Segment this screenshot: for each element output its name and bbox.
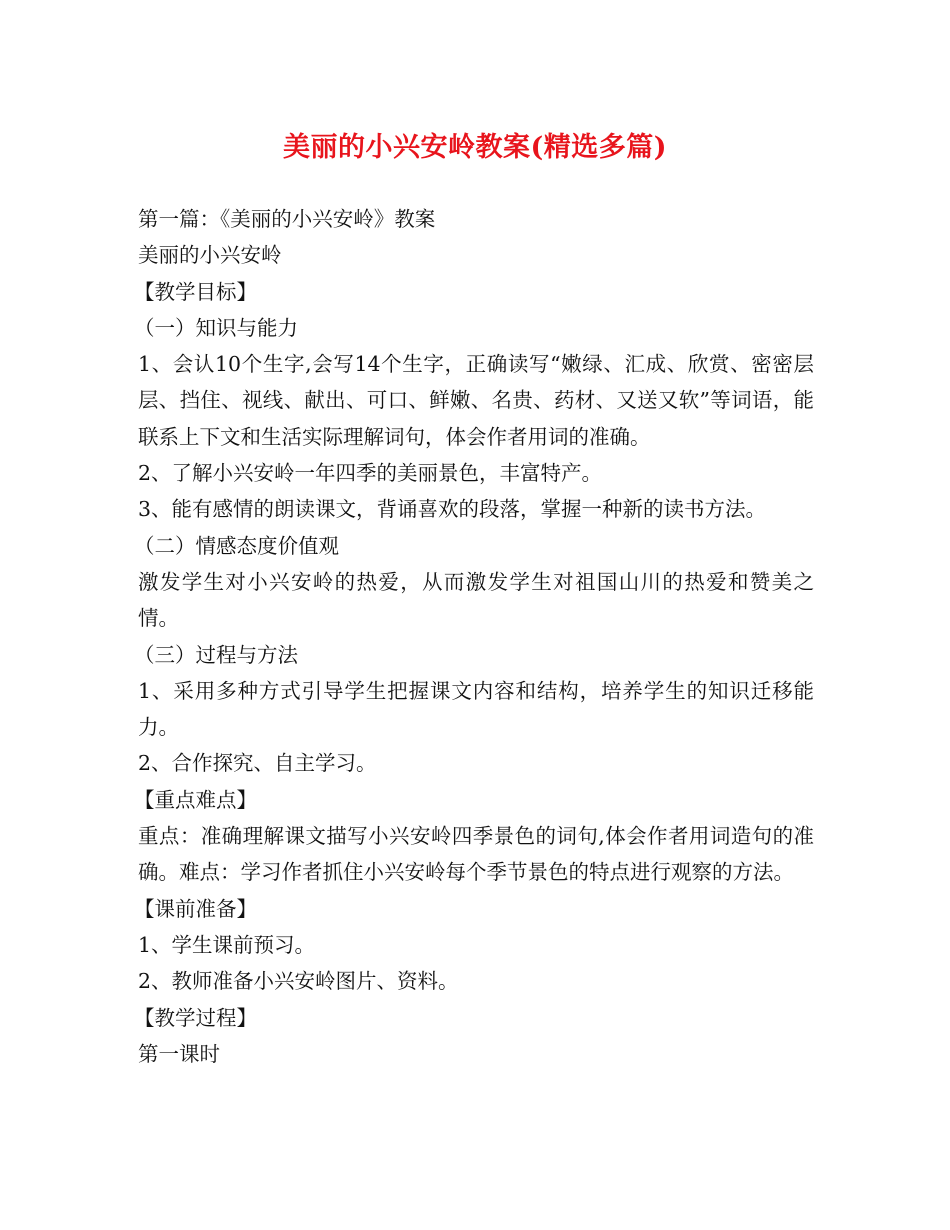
preparation-item-1: 1、学生课前预习。 bbox=[138, 932, 316, 957]
subheading-process-methods: （三）过程与方法 bbox=[134, 642, 298, 667]
objective-item-3: 3、能有感情的朗读课文，背诵喜欢的段落，掌握一种新的读书方法。 bbox=[138, 497, 767, 522]
document-body bbox=[134, 201, 814, 1072]
key-difficult-points-text: 重点：准确理解课文描写小兴安岭四季景色的词句,体会作者用词造句的准确。难点：学习作者抓住小兴安岭每个季节景色的特点进行观察的方法。 bbox=[138, 824, 814, 885]
process-item-1: 1、采用多种方式引导学生把握课文内容和结构，培养学生的知识迁移能力。 bbox=[138, 678, 814, 740]
emotion-values-text: 激发学生对小兴安岭的热爱，从而激发学生对祖国山川的热爱和赞美之情。 bbox=[138, 569, 814, 631]
first-lesson-label: 第一课时 bbox=[138, 1041, 220, 1066]
heading-teaching-objectives: 【教学目标】 bbox=[134, 279, 257, 304]
document-title: 美丽的小兴安岭教案(精选多篇) bbox=[282, 132, 668, 163]
subheading-emotion-values: （二）情感态度价值观 bbox=[134, 533, 339, 558]
section-heading-part-one: 第一篇：《美丽的小兴安岭》教案 bbox=[138, 207, 436, 231]
objective-item-2: 2、了解小兴安岭一年四季的美丽景色，丰富特产。 bbox=[138, 461, 603, 486]
preparation-item-2: 2、教师准备小兴安岭图片、资料。 bbox=[138, 969, 459, 994]
subheading-knowledge-ability: （一）知识与能力 bbox=[134, 315, 298, 340]
objective-item-1: 1、会认10个生字,会写14个生字，正确读写“嫩绿、汇成、欣赏、密密层层、挡住、视线、献出、可口、鲜嫩、名贵、药材、又送又软”等词语，能联系上下文和生活实际理解词句，体会作者用词的准确。 bbox=[138, 352, 814, 449]
heading-key-difficult-points: 【重点难点】 bbox=[134, 787, 257, 812]
lesson-name: 美丽的小兴安岭 bbox=[138, 243, 282, 268]
process-item-2: 2、合作探究、自主学习。 bbox=[138, 751, 377, 776]
heading-preparation: 【课前准备】 bbox=[134, 896, 257, 921]
heading-teaching-process: 【教学过程】 bbox=[134, 1005, 257, 1030]
